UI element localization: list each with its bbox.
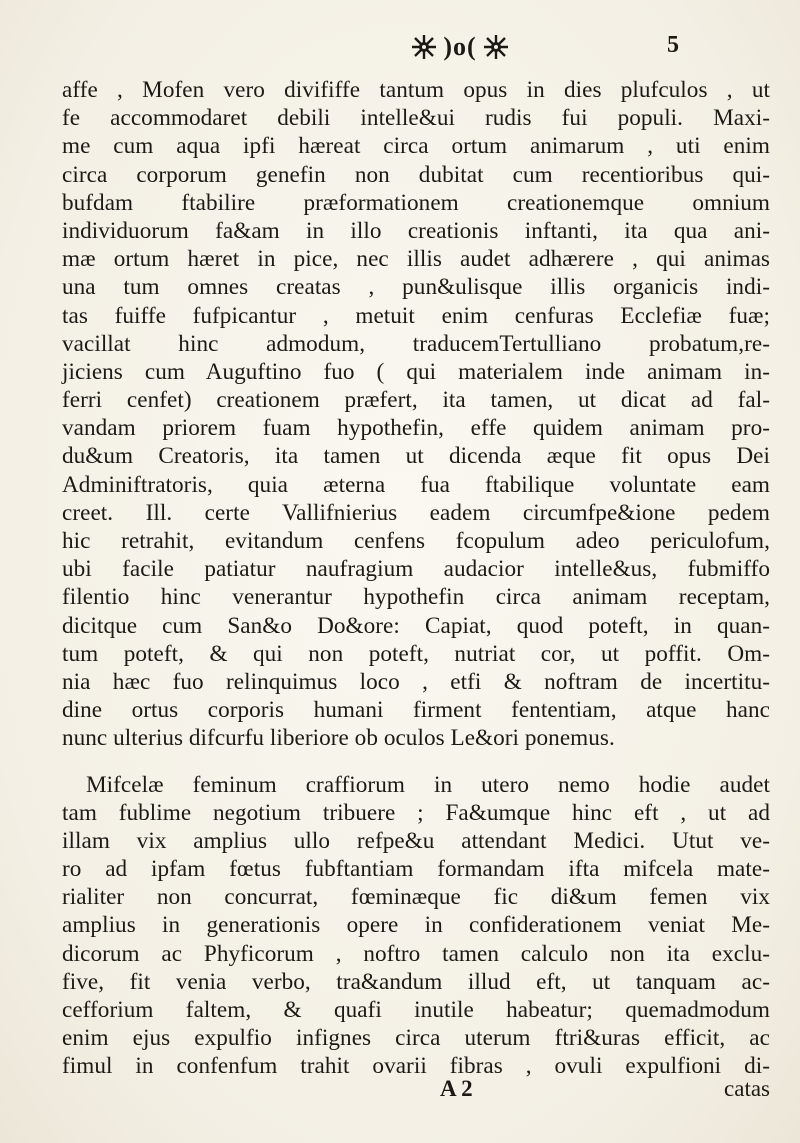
text-line: du&um Creatoris, ita tamen ut dicenda æque fit opus Dei (62, 443, 770, 470)
fleuron-icon (411, 34, 437, 60)
header-mark: )o( (443, 32, 477, 61)
text-line: Mifcelæ feminum craffiorum in utero nemo hodie audet (86, 771, 770, 798)
text-line: mæ ortum hæret in pice, nec illis audet adhærere , qui animas (62, 246, 770, 273)
text-line: cefforium faltem, & quafi inutile habeatur; quemadmodum (62, 997, 770, 1023)
text-line: amplius in generationis opere in confiderationem veniat Me- (62, 912, 770, 939)
text-line: individuorum fa&am in illo creationis inftanti, ita qua ani- (62, 217, 770, 244)
text-line: bufdam ftabilire præformationem creationemque omnium (62, 189, 770, 216)
body-text (62, 76, 770, 1081)
text-line: dicorum ac Phyficorum , noftro tamen calculo non ita exclu- (62, 940, 770, 967)
text-line: creet. Ill. certe Vallifnierius eadem circumfpe&ione pedem (62, 499, 770, 526)
text-line: dine ortus corporis humani firment fententiam, atque hanc (62, 697, 770, 724)
signature-mark: A 2 (440, 1076, 473, 1101)
text-line: nia hæc fuo relinquimus loco , etfi & noftram de incertitu- (62, 668, 770, 695)
page-number: 5 (667, 32, 680, 58)
text-line: ro ad ipfam fœtus fubftantiam formandam ifta mifcela mate- (62, 856, 770, 883)
text-line: vacillat hinc admodum, traducemTertulliano probatum,re- (62, 330, 770, 357)
text-line: fe accommodaret debili intelle&ui rudis fui populi. Maxi- (62, 105, 770, 132)
text-line: tam fublime negotium tribuere ; Fa&umque hinc eft , ut ad (62, 799, 770, 826)
text-line: ferri cenfet) creationem præfert, ita tamen, ut dicat ad fal- (62, 387, 770, 414)
text-line: dicitque cum San&o Do&ore: Capiat, quod poteft, in quan- (62, 612, 770, 639)
text-line: five, fit venia verbo, tra&andum illud eft, ut tanquam ac- (62, 968, 770, 995)
catchword: catas (724, 1076, 770, 1101)
text-line: hic retrahit, evitandum cenfens fcopulum adeo periculofum, (62, 528, 770, 554)
text-line: circa corporum genefin non dubitat cum recentioribus qui- (62, 161, 770, 188)
text-line: affe , Mofen vero divififfe tantum opus in dies plufculos , ut (62, 77, 770, 103)
fleuron-icon (483, 34, 509, 60)
page-footer (62, 1076, 770, 1106)
text-line: enim ejus expulfio infignes circa uterum ftri&uras efficit, ac (62, 1025, 770, 1052)
text-line: vandam priorem fuam hypothefin, effe quidem animam pro- (62, 415, 770, 442)
text-line: Adminiftratoris, quia æterna fua ftabilique voluntate eam (62, 471, 770, 498)
text-line: nunc ulterius difcurfu liberiore ob oculos Le&ori ponemus. (62, 725, 615, 752)
text-line: tum poteft, & qui non poteft, nutriat cor, ut poffit. Om- (62, 640, 770, 667)
text-line: illam vix amplius ullo refpe&u attendant Medici. Utut ve- (62, 827, 770, 854)
text-line: me cum aqua ipfi hæreat circa ortum animarum , uti enim (62, 133, 770, 160)
text-line: una tum omnes creatas , pun&ulisque illis organicis indi- (62, 274, 770, 301)
paragraph-1 (62, 76, 770, 753)
text-line: ubi facile patiatur naufragium audacior intelle&us, fubmiffo (62, 556, 770, 583)
text-line: rialiter non concurrat, fœminæque fic di&um femen vix (62, 884, 770, 911)
paragraph-2 (62, 771, 770, 1081)
running-header (270, 30, 680, 64)
text-line: fimul in confenfum trahit ovarii fibras , ovuli expulfioni di- (62, 1053, 770, 1080)
text-line: jiciens cum Auguftino fuo ( qui materialem inde animam in- (62, 358, 770, 385)
text-line: filentio hinc venerantur hypothefin circa animam receptam, (62, 584, 770, 611)
text-line: tas fuiffe fufpicantur , metuit enim cenfuras Ecclefiæ fuæ; (62, 302, 770, 329)
